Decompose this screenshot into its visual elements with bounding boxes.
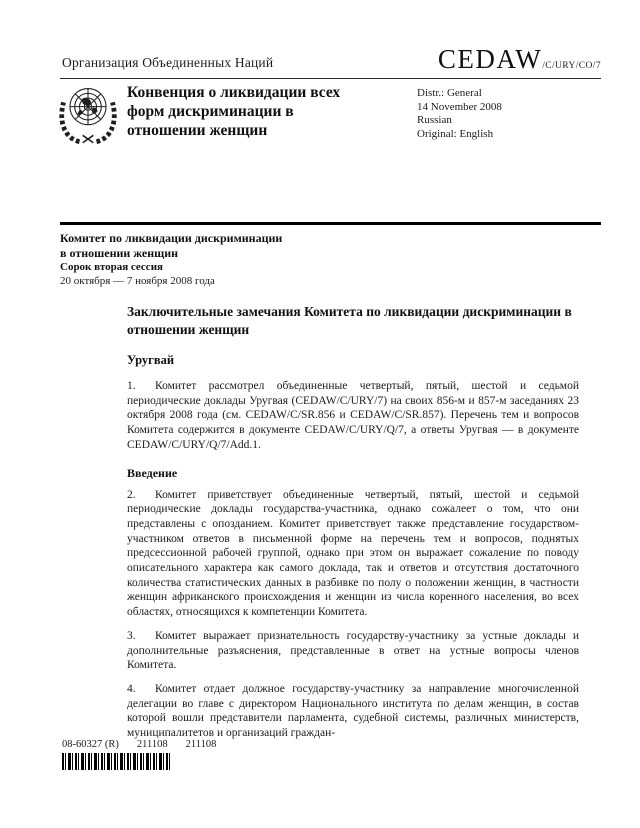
session-dates: 20 октября — 7 ноября 2008 года	[60, 274, 215, 287]
paragraph-2	[127, 488, 579, 620]
document-title: Заключительные замечания Комитета по ликвидации дискриминации в отношении женщин	[127, 304, 572, 337]
document-symbol	[438, 44, 601, 75]
paragraph-1-text: Комитет рассмотрел объединенные четвертый, пятый, шестой и седьмой периодические доклады Уругвая (CEDAW/C/URY/7) на своих 856-м и 857-м заседаниях 23 октября 2008 года (см. CEDAW/C/SR.856 и CEDAW/C/SR.857). Перечень тем и вопросов Комитета содержится в документе CEDAW/C/URY/Q/7, а ответы Уругвая — в документе CEDAW/C/URY/Q/7/Add.1.	[127, 380, 579, 451]
footer-code-2: 211108	[185, 739, 217, 750]
paragraph-1-number: 1.	[127, 380, 136, 392]
paragraph-2-text: Комитет приветствует объединенные четвертый, пятый, шестой и седьмой периодические доклады государства-участника, однако сожалеет о том, что они представлены с опозданием. Комитет приветствует также представление государством-участником ответов в письменной форме на перечень тем и вопросов, поднятых предсессионной рабочей группой, однако при этом он выражает сожаление по поводу описательного характера как самого доклада, так и ответов и отсутствия достаточного количества статистических данных в разбивке по полу о положении женщин, в частности женщин африканского происхождения и женщин из числа коренного населения, во всех областях, относящихся к компетенции Комитета.	[127, 488, 579, 619]
distribution-block	[417, 87, 502, 141]
section-divider	[60, 222, 601, 225]
convention-title-line1: Конвенция о ликвидации всех	[127, 84, 341, 101]
paragraph-4-text: Комитет отдает должное государству-участнику за направление многочисленной делегации во главе с директором Национального института по делам женщин, в состав которой вошли представители парламента, судебной системы, различных министерств, муниципалитетов и организаций граждан-	[127, 682, 579, 740]
distr-original: Original: English	[417, 127, 494, 140]
footer-doc-number: 08-60327 (R)	[62, 739, 119, 750]
barcode-icon	[62, 753, 170, 770]
document-symbol-suffix: /C/URY/CO/7	[542, 61, 601, 71]
committee-name-line1: Комитет по ликвидации дискриминации	[60, 231, 283, 245]
organization-name: Организация Объединенных Наций	[62, 55, 274, 70]
distr-date: 14 November 2008	[417, 100, 502, 113]
distr-type: Distr.: General	[417, 87, 482, 99]
session-block	[60, 231, 282, 288]
session-name: Сорок вторая сессия	[60, 261, 163, 273]
country-heading: Уругвай	[127, 353, 175, 367]
footer-code-1: 211108	[136, 739, 168, 750]
paragraph-3-text: Комитет выражает признательность государству-участнику за устные доклады и дополнительные разъяснения, представленные в ответ на устные вопросы членов Комитета.	[127, 629, 579, 672]
document-symbol-main: CEDAW	[437, 44, 543, 74]
convention-title-line2: форм дискриминации в	[127, 103, 294, 120]
intro-heading: Введение	[127, 465, 178, 480]
paragraph-1	[127, 379, 579, 453]
paragraph-3	[127, 629, 579, 673]
document-body	[127, 303, 579, 750]
committee-name-line2: в отношении женщин	[60, 245, 179, 260]
convention-title-line3: отношении женщин	[127, 122, 268, 139]
header-divider	[60, 78, 601, 79]
convention-title	[127, 83, 397, 140]
distr-language: Russian	[417, 114, 452, 126]
paragraph-2-number: 2.	[127, 488, 136, 501]
paragraph-4	[127, 682, 579, 741]
paragraph-4-number: 4.	[127, 682, 136, 695]
un-emblem-icon	[54, 79, 122, 147]
paragraph-3-number: 3.	[127, 629, 136, 642]
footer-job-number	[62, 739, 216, 750]
